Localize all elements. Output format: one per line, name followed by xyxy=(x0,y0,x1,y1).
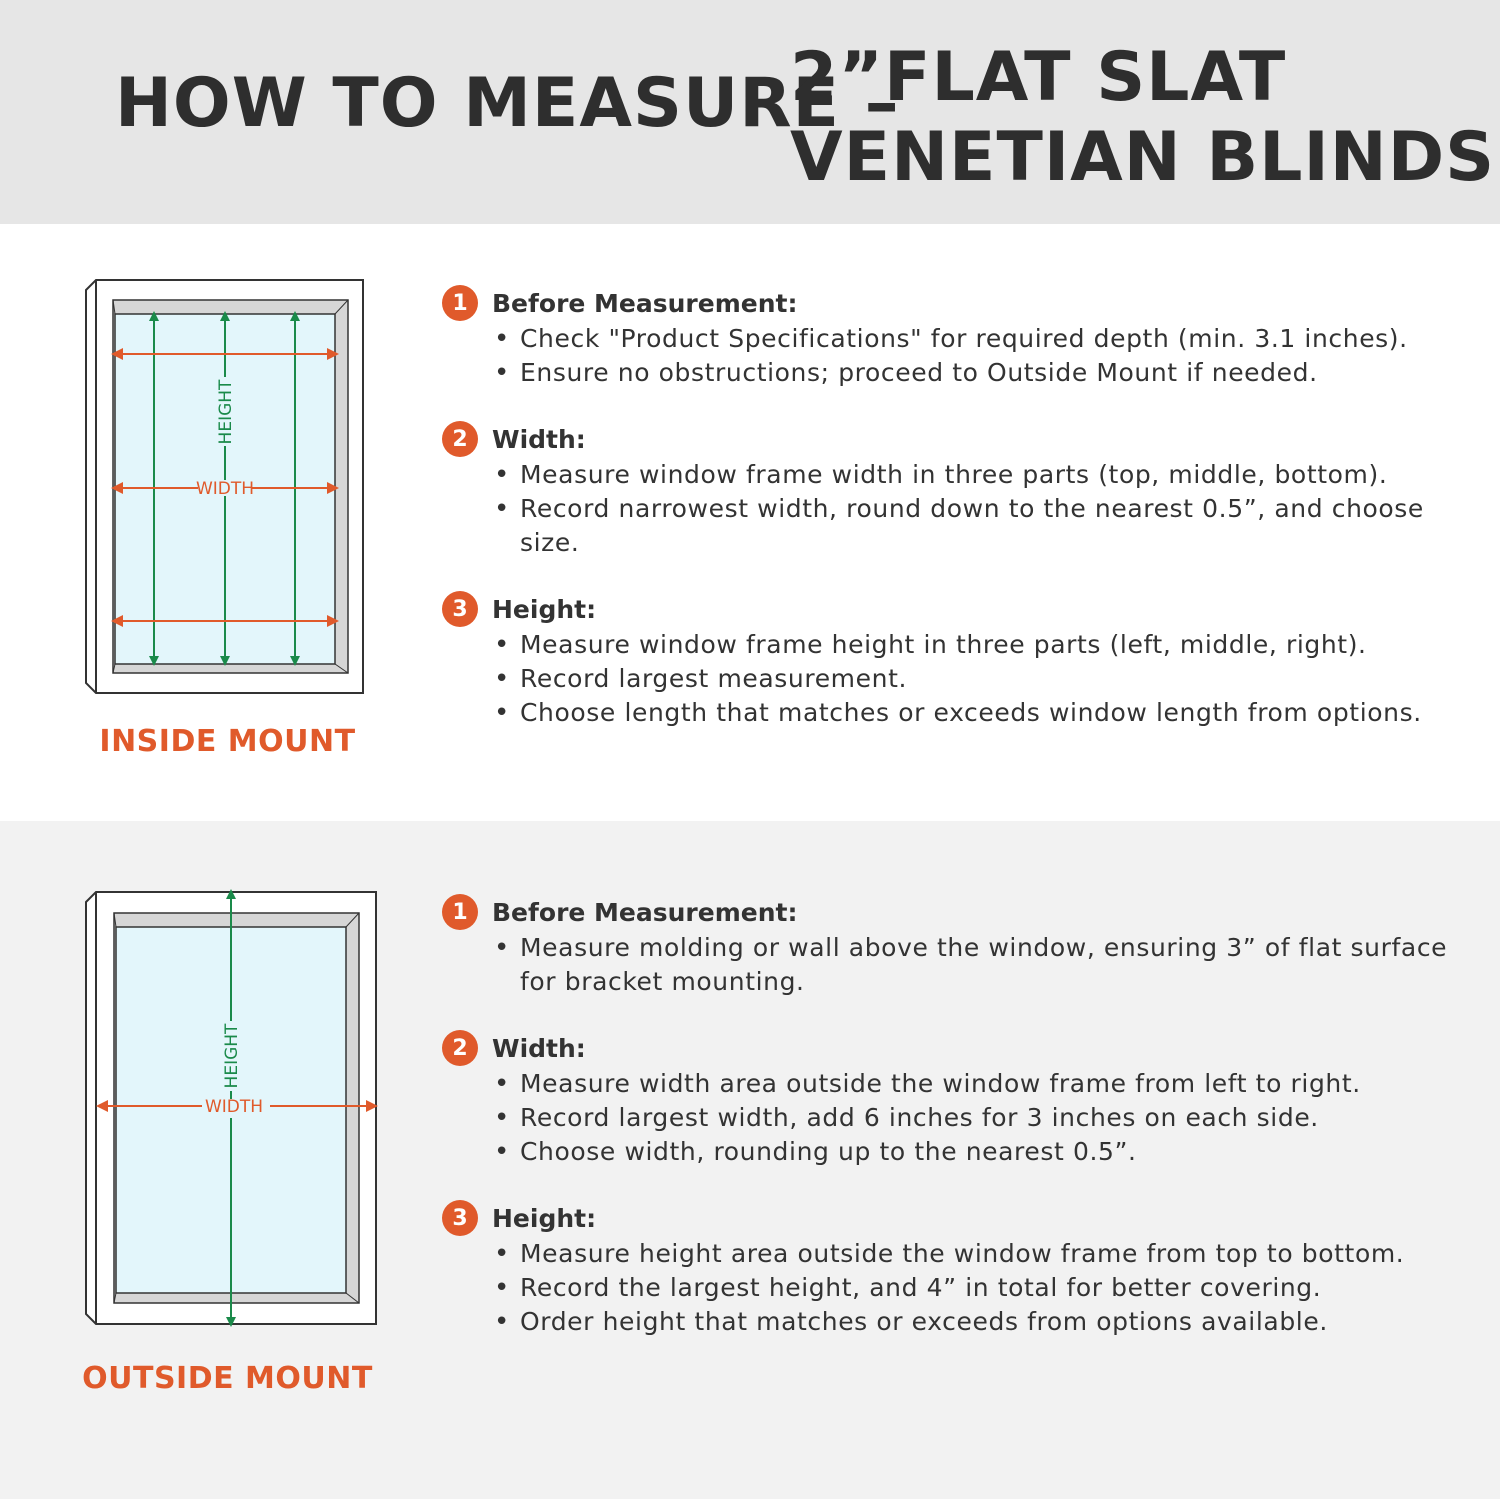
title-how-to-measure: HOW TO MEASURE – xyxy=(115,64,900,143)
bullet-item: • Choose width, rounding up to the nearest 0.5”. xyxy=(442,1135,1482,1169)
bullet-item: • Record narrowest width, round down to the nearest 0.5”, and choose size. xyxy=(442,492,1482,560)
bullet-item: • Measure window frame width in three parts (top, middle, bottom). xyxy=(442,458,1482,492)
outside-width-label: WIDTH xyxy=(204,1097,264,1117)
inside-step-2 xyxy=(442,420,1482,560)
bullet-item: • Ensure no obstructions; proceed to Outside Mount if needed. xyxy=(442,356,1482,390)
step-title: Height: xyxy=(492,594,597,624)
step-number-badge: 2 xyxy=(442,421,478,457)
inside-mount-label: INSIDE MOUNT xyxy=(99,724,356,759)
outside-step-2 xyxy=(442,1029,1482,1169)
step-title: Before Measurement: xyxy=(492,897,798,927)
bullet-item: • Measure height area outside the window frame from top to bottom. xyxy=(442,1237,1482,1271)
page-header xyxy=(0,0,1500,224)
inside-mount-section xyxy=(0,224,1500,821)
bullet-item: • Check "Product Specifications" for required depth (min. 3.1 inches). xyxy=(442,322,1482,356)
title-product-line2: VENETIAN BLINDS xyxy=(790,118,1496,197)
bullet-item: • Record the largest height, and 4” in total for better covering. xyxy=(442,1271,1482,1305)
outside-mount-section xyxy=(0,821,1500,1499)
bullet-item: • Measure width area outside the window frame from left to right. xyxy=(442,1067,1482,1101)
inside-height-label: HEIGHT xyxy=(216,379,236,445)
step-number-badge: 3 xyxy=(442,1200,478,1236)
bullet-item: • Order height that matches or exceeds from options available. xyxy=(442,1305,1482,1339)
bullet-item: • Measure molding or wall above the window, ensuring 3” of flat surface for bracket mounting. xyxy=(442,931,1482,999)
outside-steps xyxy=(442,893,1482,1339)
inside-step-1 xyxy=(442,284,1482,390)
bullet-item: • Record largest width, add 6 inches for 3 inches on each side. xyxy=(442,1101,1482,1135)
bullet-item: • Record largest measurement. xyxy=(442,662,1482,696)
step-number-badge: 2 xyxy=(442,1030,478,1066)
inside-step-3 xyxy=(442,590,1482,730)
step-number-badge: 3 xyxy=(442,591,478,627)
step-number-badge: 1 xyxy=(442,285,478,321)
outside-mount-diagram xyxy=(80,886,390,1336)
bullet-item: • Measure window frame height in three parts (left, middle, right). xyxy=(442,628,1482,662)
step-title: Width: xyxy=(492,1033,586,1063)
bullet-item: • Choose length that matches or exceeds window length from options. xyxy=(442,696,1482,730)
title-product-line1: 2”FLAT SLAT xyxy=(790,38,1287,117)
step-number-badge: 1 xyxy=(442,894,478,930)
inside-width-label: WIDTH xyxy=(195,479,255,499)
step-title: Height: xyxy=(492,1203,597,1233)
inside-steps xyxy=(442,284,1482,730)
title-product-name xyxy=(790,38,1495,198)
step-title: Before Measurement: xyxy=(492,288,798,318)
outside-mount-label: OUTSIDE MOUNT xyxy=(82,1361,373,1396)
outside-step-3 xyxy=(442,1199,1482,1339)
outside-height-label: HEIGHT xyxy=(222,1023,242,1089)
outside-step-1 xyxy=(442,893,1482,999)
step-title: Width: xyxy=(492,424,586,454)
inside-mount-diagram xyxy=(80,274,380,704)
